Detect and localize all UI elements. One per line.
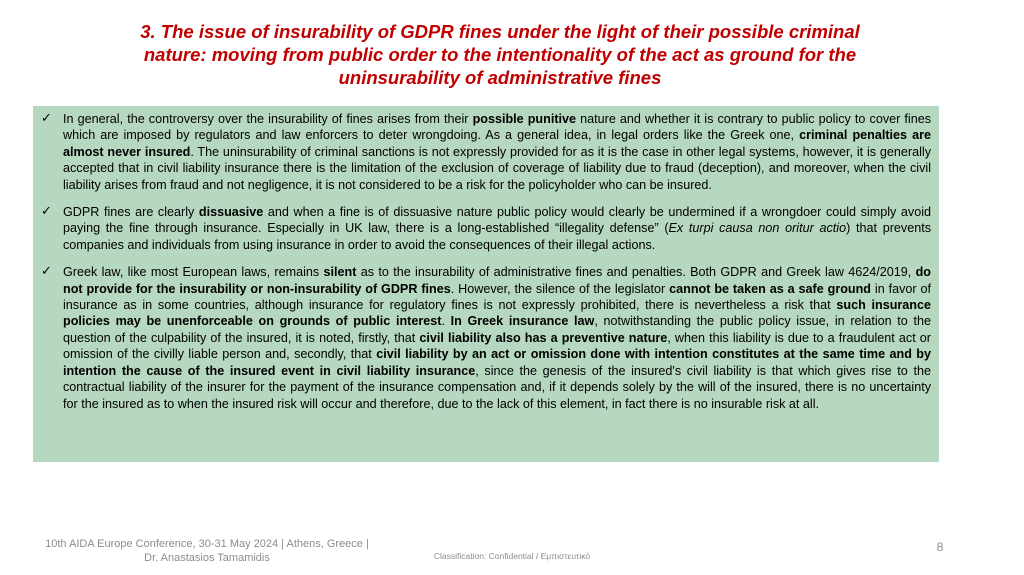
bullet-text: Greek law, like most European laws, remains silent as to the insurability of administrative fines and penalties. Both GDPR and Greek law 4624/2019, do not provide for the insurability or non-insurability of GDPR fines. However, the silence of the legislator cannot be taken as a safe ground in favor of insurance as in some countries, although insurance for regulatory fines is not expressly prohibited, there is nevertheless a risk that such insurance policies may be unenforceable on grounds of public interest. In Greek insurance law, notwithstanding the public policy issue, in relation to the question of the culpability of the insured, it is noted, firstly, that civil liability also has a preventive nature, when this liability is due to a fraudulent act or omission of the civilly liable person and, secondly, that civil liability by an act or omission done with intention constitutes at the same time and by intention the cause of the insured event in civil liability insurance, since the genesis of the insured's civil liability is that which gives rise to the contractual liability of the insurer for the payment of the insurance compensation and, if it depends solely by the will of the insured, there is no uncertainty for the insured as to when the insured risk will occur and therefore, due to the lack of this element, in fact there is no insurable risk at all. (63, 265, 931, 411)
bullet-item (41, 111, 931, 193)
bullet-item (41, 204, 931, 253)
bullet-text: GDPR fines are clearly dissuasive and when a fine is of dissuasive nature public policy would clearly be undermined if a wrongdoer could simply avoid paying the fine through insurance. Especially in UK law, there is a long-established “illegality defense” (Ex turpi causa non oritur actio) that prevents companies and individuals from using insurance in order to avoid the consequences of their illegal actions. (63, 205, 931, 252)
bullet-item (41, 264, 931, 412)
checkmark-icon: ✓ (41, 204, 52, 220)
page-number: 8 (936, 540, 944, 554)
content-box (33, 106, 939, 462)
checkmark-icon: ✓ (41, 111, 52, 126)
bullet-text: In general, the controversy over the insurability of fines arises from their possible punitive nature and whether it is contrary to public policy to cover fines which are imposed by regulators and law enforcers to deter wrongdoing. As a general idea, in legal orders like the Greek one, criminal penalties are almost never insured. The uninsurability of criminal sanctions is not expressly provided for as it is the case in other legal systems, however, it is generally accepted that in civil liability insurance there is the limitation of the exclusion of coverage of liability due to fraud (deception), and moreover, when the civil liability arises from fraud and not negligence, it is not considered to be a risk for the policyholder who can be insured. (63, 112, 932, 192)
footer-conference: 10th AIDA Europe Conference, 30-31 May 2024 | Athens, Greece | Dr. Anastasios Tamamidis (45, 538, 369, 564)
footer-classification: Classification: Confidential / Εμπιστευτικό (433, 551, 591, 561)
checkmark-icon: ✓ (41, 264, 52, 280)
slide-title: 3. The issue of insurability of GDPR fines under the light of their possible criminal nature: moving from public order to the intentionality of the act as ground for the uninsurability of administrative fines (140, 21, 860, 88)
